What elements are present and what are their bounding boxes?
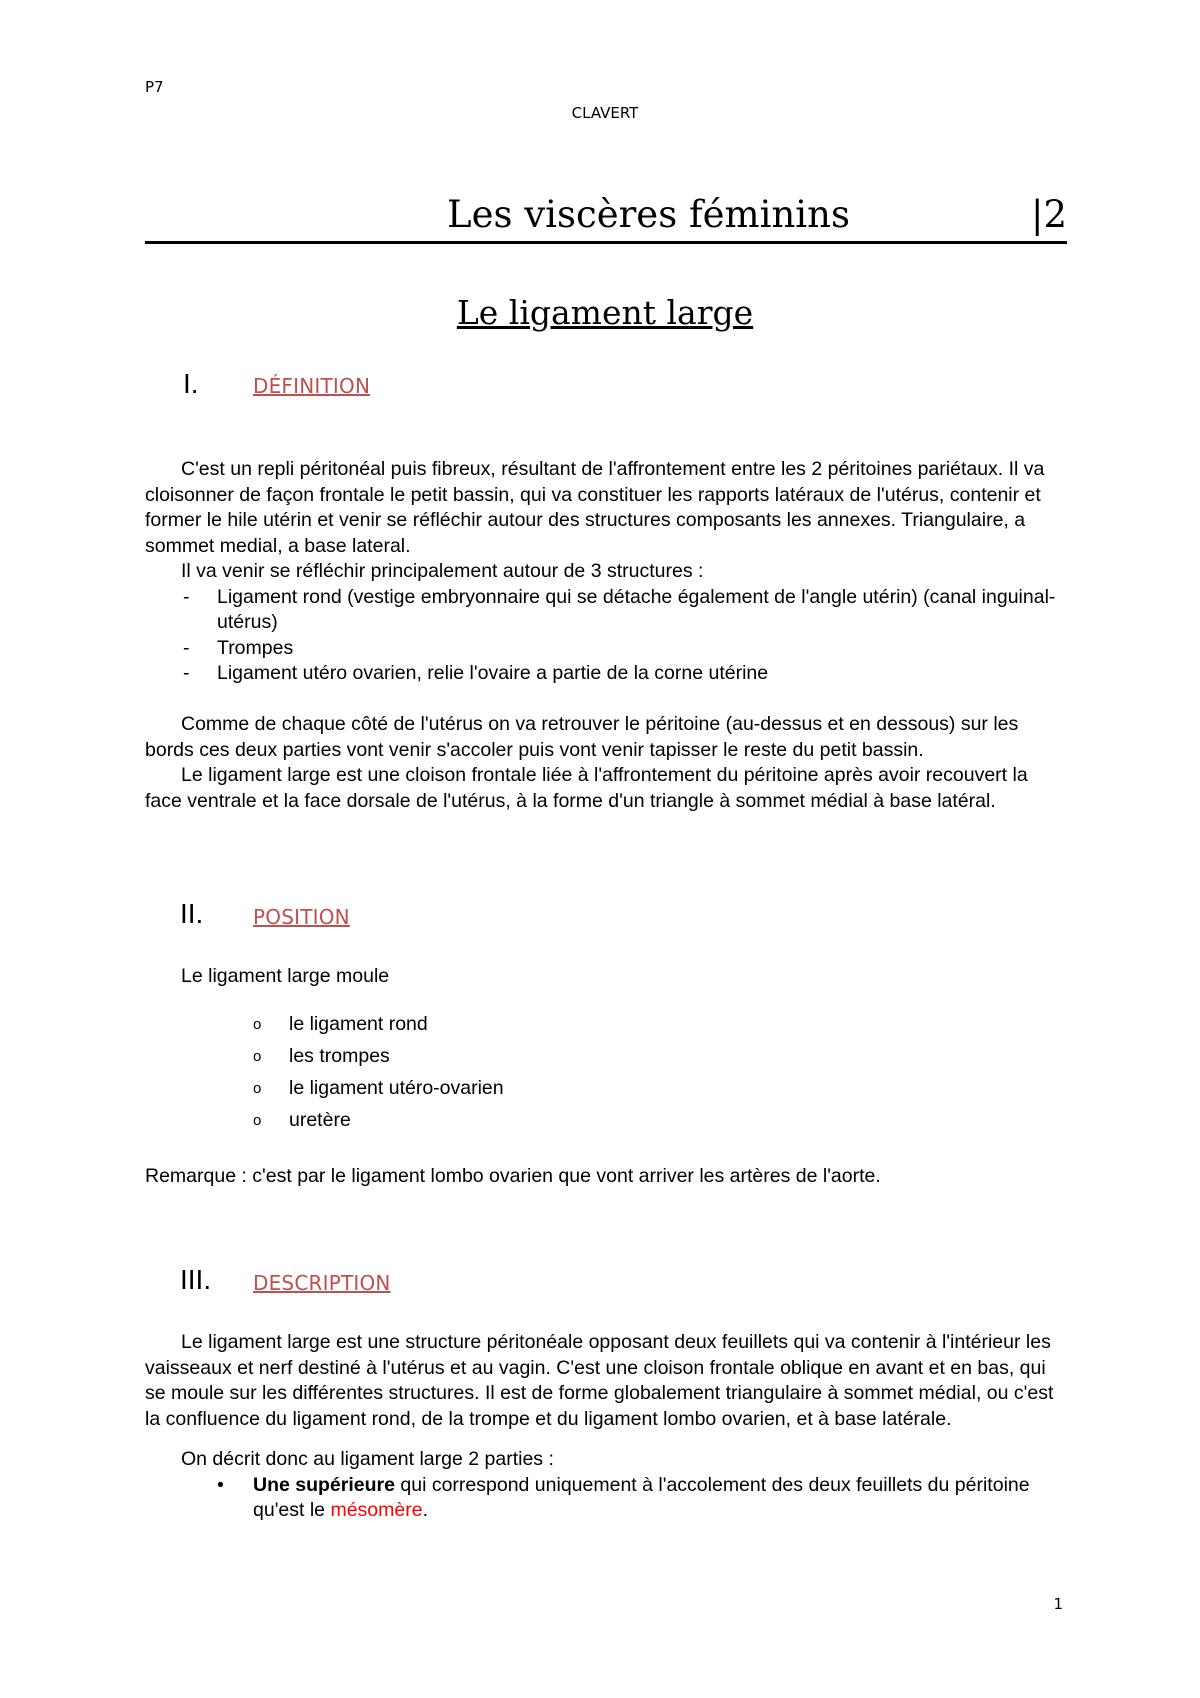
dash-marker: - bbox=[183, 662, 190, 684]
header-center: CLAVERT bbox=[571, 104, 639, 122]
highlighted-term: mésomère bbox=[330, 1499, 423, 1521]
definition-paragraph-4: Le ligament large est une cloison frontale liée à l'affrontement du péritoine après avoir recouvert la face ventrale et la face dorsale de l'utérus, à la forme d'un triangle à sommet médial à base latéral. bbox=[145, 764, 1028, 812]
description-paragraph-2: On décrit donc au ligament large 2 parties : bbox=[181, 1448, 554, 1470]
bullet-text: qui correspond uniquement à l'accolement des deux feuillets du péritoine qu'est le bbox=[253, 1473, 1030, 1521]
position-intro bbox=[145, 964, 1067, 990]
page-number: 1 bbox=[1053, 1595, 1063, 1613]
heading-number-3: III. bbox=[180, 1264, 212, 1295]
list-item-text: Ligament utéro ovarien, relie l'ovaire a partie de la corne utérine bbox=[217, 662, 769, 684]
heading-number-1: I. bbox=[183, 368, 199, 399]
definition-block bbox=[145, 457, 1067, 814]
bullet-marker: • bbox=[217, 1473, 224, 1496]
heading-number-2: II. bbox=[180, 898, 204, 929]
heading-definition: DÉFINITION bbox=[253, 374, 371, 398]
bullet-end: . bbox=[422, 1499, 428, 1521]
dash-marker: - bbox=[183, 636, 190, 659]
circle-marker: o bbox=[253, 1080, 262, 1097]
definition-paragraph-3: Comme de chaque côté de l'utérus on va retrouver le péritoine (au-dessus et en dessous) sur les bords ces deux parties vont venir s'accoler puis vont venir tapisser le reste du petit bassin. bbox=[145, 713, 1019, 761]
circle-marker: o bbox=[253, 1112, 262, 1129]
list-item-text: les trompes bbox=[289, 1045, 390, 1067]
list-item-text: le ligament rond bbox=[289, 1013, 428, 1035]
list-item-text: Ligament rond (vestige embryonnaire qui se détache également de l'angle utérin) (canal inguinal-utérus) bbox=[217, 585, 1056, 633]
heading-description: DESCRIPTION bbox=[253, 1271, 391, 1295]
list-item-text: Trompes bbox=[217, 636, 294, 659]
list-item bbox=[145, 1473, 1067, 1524]
circle-marker: o bbox=[253, 1048, 262, 1065]
document-page-tag: |2 bbox=[1030, 193, 1067, 236]
list-item bbox=[145, 636, 1067, 662]
position-remark bbox=[145, 1164, 1067, 1190]
document-title: Les viscères féminins bbox=[447, 193, 850, 236]
list-item-text: uretère bbox=[289, 1109, 351, 1131]
remark-text: Remarque : c'est par le ligament lombo ovarien que vont arriver les artères de l'aorte. bbox=[145, 1165, 881, 1187]
header-left: P7 bbox=[145, 78, 164, 96]
description-paragraph-1: Le ligament large est une structure péritonéale opposant deux feuillets qui va contenir à l'intérieur les vaisseaux et nerf destiné à l'utérus et au vagin. C'est une cloison frontale oblique en avant et en bas, qui se moule sur les différentes structures. Il est de forme globalement triangulaire à sommet médial, ou c'est la confluence du ligament rond, de la trompe et du ligament lombo ovarien, et à base latérale. bbox=[145, 1331, 1054, 1430]
circle-marker: o bbox=[253, 1016, 262, 1033]
position-intro-text: Le ligament large moule bbox=[181, 965, 390, 987]
definition-paragraph-2: Il va venir se réfléchir principalement autour de 3 structures : bbox=[181, 560, 704, 582]
dash-marker: - bbox=[183, 585, 190, 608]
bold-term: Une supérieure bbox=[253, 1473, 395, 1496]
section-title: Le ligament large bbox=[456, 293, 754, 332]
list-item bbox=[145, 661, 1067, 687]
description-block bbox=[145, 1330, 1067, 1524]
definition-paragraph-1: C'est un repli péritonéal puis fibreux, résultant de l'affrontement entre les 2 péritoines pariétaux. Il va cloisonner de façon frontale le petit bassin, qui va constituer les rapports latéraux de l'utérus, contenir et former le hile utérin et venir se réfléchir autour des structures composants les annexes. Triangulaire, a sommet medial, a base lateral. bbox=[145, 458, 1045, 557]
heading-position: POSITION bbox=[253, 905, 350, 929]
list-item bbox=[145, 585, 1067, 636]
list-item-text: le ligament utéro-ovarien bbox=[289, 1077, 504, 1099]
title-bar bbox=[145, 193, 1067, 244]
